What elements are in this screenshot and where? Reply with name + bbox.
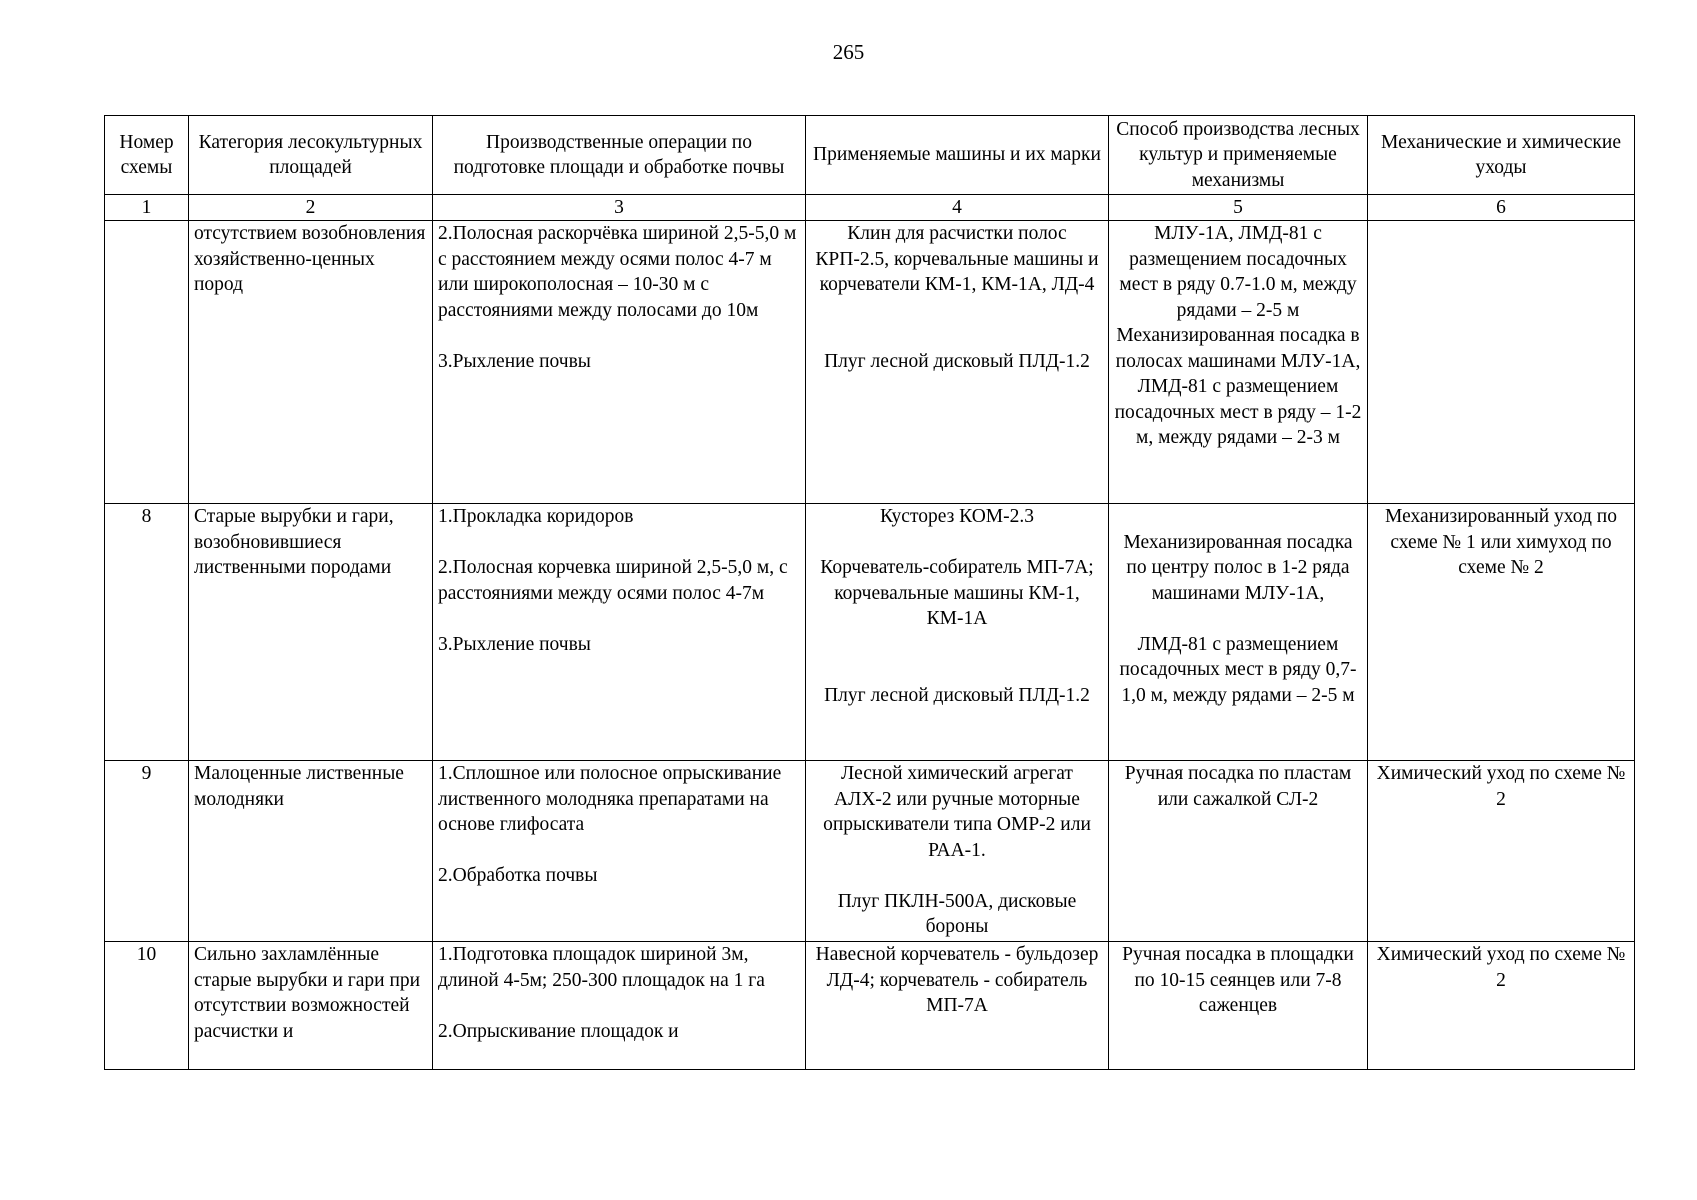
method-entry: ЛМД-81 с размещением посадочных мест в ряду 0,7-1,0 м, между рядами – 2-5 м (1119, 633, 1357, 706)
machines-cell: Навесной корчеватель - бульдозер ЛД-4; корчеватель - собиратель МП-7А (806, 942, 1109, 1070)
method-cell: МЛУ-1А, ЛМД-81 с размещением посадочных мест в ряду 0.7-1.0 м, между рядами – 2-5 м Механизированная посадка в полосах машинами МЛУ-1А, ЛМД-81 с размещением посадочных мест в ряду – 1-2 м, между рядами – 2-3 м (1109, 221, 1368, 504)
table-row (105, 504, 1635, 761)
machine-entry: Плуг лесной дисковый ПЛД-1.2 (824, 684, 1090, 706)
operations-cell (433, 504, 806, 761)
scheme-number-cell: 10 (105, 942, 189, 1070)
operation-step: 1.Подготовка площадок шириной 3м, длиной 4-5м; 250-300 площадок на 1 га (438, 944, 765, 991)
column-number: 6 (1368, 195, 1635, 221)
category-cell: Малоценные лиственные молодняки (189, 761, 433, 942)
page-number: 265 (832, 40, 865, 64)
table-header-row (105, 116, 1635, 195)
category-cell: Старые вырубки и гари, возобновившиеся лиственными породами (189, 504, 433, 761)
care-cell: Химический уход по схеме № 2 (1368, 761, 1635, 942)
machines-cell (806, 761, 1109, 942)
method-entry: Механизированная посадка по центру полос в 1-2 ряда машинами МЛУ-1А, (1123, 531, 1353, 604)
column-number: 2 (189, 195, 433, 221)
care-cell (1368, 221, 1635, 504)
operation-step: 2.Полосная корчевка шириной 2,5-5,0 м, с расстояниями между осями полос 4-7м (438, 557, 788, 604)
header-machines: Применяемые машины и их марки (806, 116, 1109, 195)
machine-entry: Плуг ПКЛН-500А, дисковые бороны (837, 890, 1077, 937)
table-row (105, 221, 1635, 504)
machine-entry: Лесной химический агрегат АЛХ-2 или ручные моторные опрыскиватели типа ОМР-2 или РАА-1. (823, 763, 1091, 861)
header-area-category: Категория лесокультурных площадей (189, 116, 433, 195)
method-cell: Ручная посадка в площадки по 10-15 сеянцев или 7-8 саженцев (1109, 942, 1368, 1070)
operation-step: 1.Прокладка коридоров (438, 506, 634, 527)
care-cell: Химический уход по схеме № 2 (1368, 942, 1635, 1070)
machine-entry: Корчеватель-собиратель МП-7А; корчевальные машины КМ-1, КМ-1А (820, 557, 1094, 629)
machine-entry: Кусторез КОМ-2.3 (880, 506, 1034, 527)
operations-cell (433, 761, 806, 942)
column-number-row (105, 195, 1635, 221)
header-production-method: Способ производства лесных культур и применяемые механизмы (1109, 116, 1368, 195)
operation-step: 3.Рыхление почвы (438, 633, 591, 655)
category-cell: отсутствием возобновления хозяйственно-ценных пород (189, 221, 433, 504)
operation-step: 2.Полосная раскорчёвка шириной 2,5-5,0 м с расстоянием между осями полос 4-7 м или широкополосная – 10-30 м с расстояниями между полосами до 10м (438, 223, 797, 321)
operation-step: 2.Опрыскивание площадок и (438, 1020, 679, 1042)
column-number: 5 (1109, 195, 1368, 221)
header-scheme-number: Номер схемы (105, 116, 189, 195)
table-row (105, 942, 1635, 1070)
scheme-number-cell: 9 (105, 761, 189, 942)
machine-entry: Клин для расчистки полос КРП-2.5, корчевальные машины и корчеватели КМ-1, КМ-1А, ЛД-4 (815, 223, 1099, 295)
method-cell: Ручная посадка по пластам или сажалкой СЛ-2 (1109, 761, 1368, 942)
machines-cell (806, 504, 1109, 761)
forestry-scheme-table (104, 115, 1635, 1070)
operations-cell (433, 942, 806, 1070)
machine-entry: Плуг лесной дисковый ПЛД-1.2 (824, 350, 1090, 372)
operation-step: 2.Обработка почвы (438, 865, 598, 886)
operations-cell (433, 221, 806, 504)
operation-step: 3.Рыхление почвы (438, 350, 591, 372)
column-number: 3 (433, 195, 806, 221)
scheme-number-cell (105, 221, 189, 504)
column-number: 4 (806, 195, 1109, 221)
header-care: Механические и химические уходы (1368, 116, 1635, 195)
machines-cell (806, 221, 1109, 504)
scheme-number-cell: 8 (105, 504, 189, 761)
header-operations: Производственные операции по подготовке площади и обработке почвы (433, 116, 806, 195)
column-number: 1 (105, 195, 189, 221)
operation-step: 1.Сплошное или полосное опрыскивание лиственного молодняка препаратами на основе глифосата (438, 763, 782, 835)
method-cell (1109, 504, 1368, 761)
category-cell: Сильно захламлённые старые вырубки и гари при отсутствии возможностей расчистки и (189, 942, 433, 1070)
care-cell: Механизированный уход по схеме № 1 или химуход по схеме № 2 (1368, 504, 1635, 761)
table-row (105, 761, 1635, 942)
